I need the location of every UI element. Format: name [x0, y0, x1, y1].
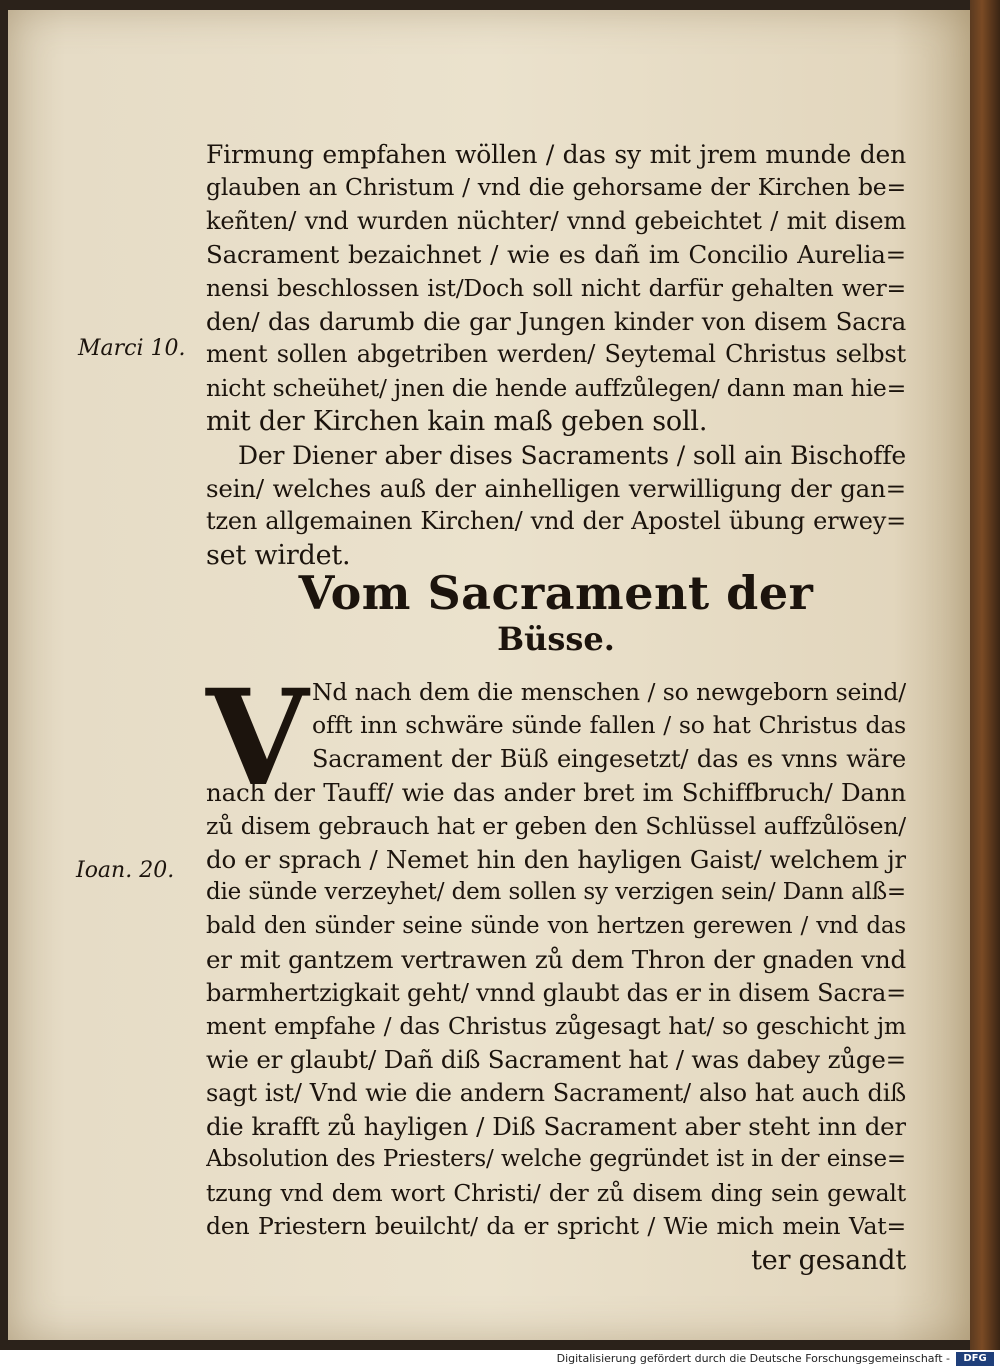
footer-credit: Digitalisierung gefördert durch die Deutsche Forschungsgemeinschaft -: [556, 1352, 950, 1365]
text-line: Sacrament bezaichnet / wie es dañ im Concilio Aurelia=: [206, 240, 906, 270]
text-line: ment empfahe / das Christus zůgesagt hat/ so geschicht jm: [206, 1011, 906, 1040]
text-line: er mit gantzem vertrawen zů dem Thron der gnaden vnd: [206, 945, 906, 975]
margin-note-ioan: Ioan. 20.: [76, 858, 175, 883]
text-line: zů disem gebrauch hat er geben den Schlüssel auffzůlösen/: [206, 811, 906, 840]
text-line: Firmung empfahen wöllen / das sy mit jrem munde den: [206, 140, 906, 169]
text-line: Absolution des Priesters/ welche gegründet ist in der einse=: [206, 1146, 906, 1173]
text-line: ment sollen abgetriben werden/ Seytemal Christus selbst: [206, 340, 906, 369]
text-line: die sünde verzeyhet/ dem sollen sy verzigen sein/ Dann alß=: [206, 879, 906, 906]
text-line: die krafft zů hayligen / Diß Sacrament aber steht inn der: [206, 1112, 906, 1142]
section1-text: [206, 138, 906, 572]
drop-cap-initial: V: [206, 661, 309, 816]
text-line: glauben an Christum / vnd die gehorsame der Kirchen be=: [206, 173, 906, 202]
book-edge: [970, 0, 1000, 1350]
text-line: set wirdet.: [206, 539, 351, 571]
section2-text: [206, 661, 906, 1277]
text-line: Der Diener aber dises Sacraments / soll ain Bischoffe: [238, 440, 906, 470]
text-line: sagt ist/ Vnd wie die andern Sacrament/ also hat auch diß: [206, 1078, 906, 1107]
section-subheading: Büsse.: [497, 620, 615, 658]
dfg-logo-icon: DFG: [956, 1352, 994, 1366]
text-line: Nd nach dem die menschen / so newgeborn seind/: [312, 678, 906, 706]
text-line: den Priestern beuilcht/ da er spricht / Wie mich mein Vat=: [206, 1212, 906, 1241]
text-line: nensi beschlossen ist/Doch soll nicht darfür gehalten wer=: [206, 273, 906, 302]
text-line: wie er glaubt/ Dañ diß Sacrament hat / was dabey zůge=: [206, 1045, 906, 1075]
text-line: sein/ welches auß der ainhelligen verwilligung der gan=: [206, 473, 906, 503]
text-line: barmhertzigkait geht/ vnnd glaubt das er in disem Sacra=: [206, 978, 906, 1007]
text-line: do er sprach / Nemet hin den hayligen Gaist/ welchem jr: [206, 844, 906, 874]
text-line: tzung vnd dem wort Christi/ der zů disem ding sein gewalt: [206, 1178, 906, 1207]
text-line: Sacrament der Büß eingesetzt/ das es vnns wäre: [312, 744, 906, 773]
section-heading: Vom Sacrament der: [298, 566, 814, 620]
text-line: mit der Kirchen kain maß geben soll.: [206, 406, 708, 438]
margin-note-marci: Marci 10.: [78, 336, 186, 361]
footer-bar: [0, 1350, 1000, 1369]
text-line: tzen allgemainen Kirchen/ vnd der Apostel übung erwey=: [206, 507, 906, 536]
text-line: den/ das darumb die gar Jungen kinder von disem Sacra: [206, 306, 906, 336]
catchword-line: ter gesandt: [751, 1244, 906, 1276]
text-line: nach der Tauff/ wie das ander bret im Schiffbruch/ Dann: [206, 778, 906, 808]
text-line: keñten/ vnd wurden nüchter/ vnnd gebeichtet / mit disem: [206, 206, 906, 235]
text-line: offt inn schwäre sünde fallen / so hat Christus das: [312, 711, 906, 740]
text-line: nicht scheühet/ jnen die hende auffzůlegen/ dann man hie=: [206, 373, 906, 402]
text-line: bald den sünder seine sünde von hertzen gerewen / vnd das: [206, 912, 906, 939]
